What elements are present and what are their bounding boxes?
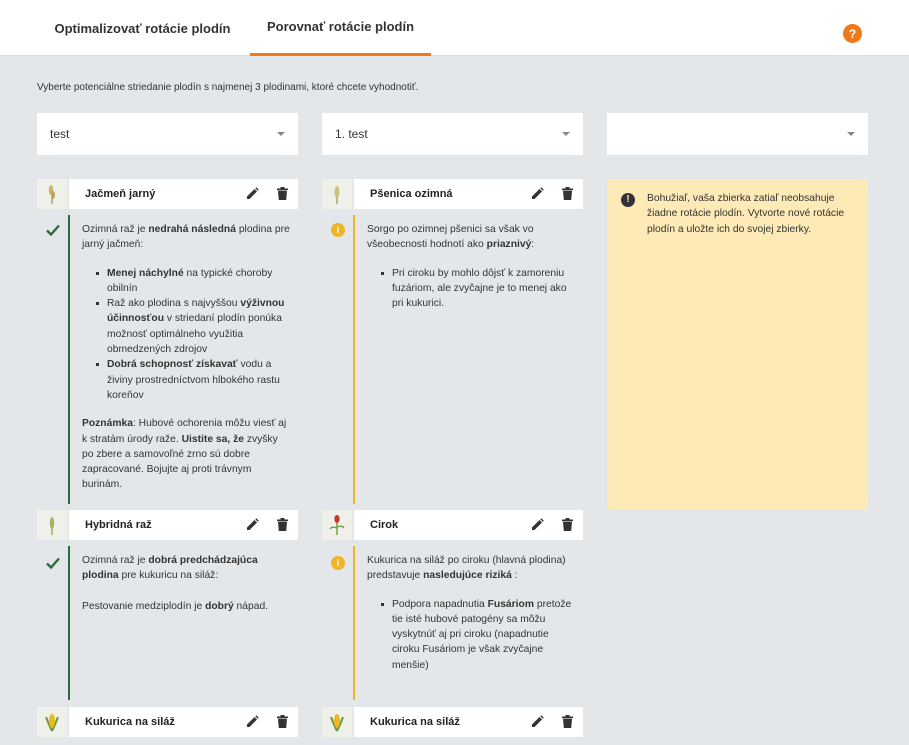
instruction-text: Vyberte potenciálne striedanie plodín s najmenej 3 plodinami, ktoré chcete vyhodnotiť. xyxy=(37,82,419,93)
risks-list xyxy=(381,266,577,312)
chevron-down-icon xyxy=(277,132,285,136)
crop-name: Hybridná raž xyxy=(85,519,152,531)
trash-icon[interactable] xyxy=(560,714,575,729)
trash-icon[interactable] xyxy=(560,186,575,201)
crop-row-rye xyxy=(37,510,298,540)
warning-icon: i xyxy=(331,223,345,237)
checkmark-icon xyxy=(46,556,60,570)
detail-text: Ozimná raž je nedrahá následná plodina pre jarný jačmeň: xyxy=(82,224,290,251)
crop-name: Jačmeň jarný xyxy=(85,188,156,200)
crop-row-barley xyxy=(37,179,298,209)
alert-icon: ! xyxy=(621,193,635,207)
edit-icon[interactable] xyxy=(530,517,545,532)
crop-header xyxy=(354,707,583,737)
trash-icon[interactable] xyxy=(275,714,290,729)
tab-optimize[interactable]: Optimalizovať rotácie plodín xyxy=(54,20,231,36)
chevron-down-icon xyxy=(562,132,570,136)
edit-icon[interactable] xyxy=(530,714,545,729)
rotation-detail-3 xyxy=(353,215,583,504)
crop-row-sorghum xyxy=(322,510,583,540)
crop-row-wheat xyxy=(322,179,583,209)
edit-icon[interactable] xyxy=(245,714,260,729)
select-value: test xyxy=(50,127,70,141)
list-item: Podpora napadnutia Fusáriom pretože tie isté hubové patogény sa môžu vyskytnúť aj pri ciroku (napadnutie ciroku Fusáriom je však zvyčajne menšie) xyxy=(381,597,577,673)
detail-text: Ozimná raž je dobrá predchádzajúca plodina pre kukuricu na siláž: xyxy=(82,555,258,582)
benefits-list xyxy=(96,266,292,404)
edit-icon[interactable] xyxy=(530,186,545,201)
crop-row-corn xyxy=(37,707,298,737)
warning-icon: i xyxy=(331,556,345,570)
wheat-icon xyxy=(322,179,352,209)
edit-icon[interactable] xyxy=(245,186,260,201)
crop-header xyxy=(354,179,583,209)
list-item: Raž ako plodina s najvyššou výživnou účinnosťou v striedaní plodín ponúka možnosť optimálneho využitia obmedzených zdrojov xyxy=(96,296,292,357)
rotation-select-3[interactable] xyxy=(607,113,868,155)
rye-icon xyxy=(37,510,67,540)
help-icon[interactable]: ? xyxy=(843,24,862,43)
checkmark-icon xyxy=(46,223,60,237)
detail-text: Kukurica na siláž po ciroku (hlavná plodina) predstavuje nasledujúce riziká : xyxy=(367,555,566,582)
rotation-detail-4 xyxy=(353,546,583,700)
chevron-down-icon xyxy=(847,132,855,136)
crop-name: Kukurica na siláž xyxy=(370,716,460,728)
top-bar xyxy=(0,0,909,56)
trash-icon[interactable] xyxy=(275,517,290,532)
trash-icon[interactable] xyxy=(560,517,575,532)
detail-text: Sorgo po ozimnej pšenici sa však vo všeobecnosti hodnotí ako priaznivý: xyxy=(367,224,535,251)
list-item: Pri ciroku by mohlo dôjsť k zamoreniu fuzáriom, ale zvyčajne je to menej ako pri kukurici. xyxy=(381,266,577,312)
trash-icon[interactable] xyxy=(275,186,290,201)
rotation-select-1[interactable] xyxy=(37,113,298,155)
crop-header xyxy=(69,179,298,209)
note-text: Poznámka: Hubové ochorenia môžu viesť aj k stratám úrody raže. Uistite sa, že zvyšky po zbere a samovoľné zrno sú dobre zapracované. Bojujte aj proti trávnym burinám. xyxy=(82,418,287,491)
crop-name: Pšenica ozimná xyxy=(370,188,453,200)
notice-text: Bohužiaľ, vaša zbierka zatiaľ neobsahuje žiadne rotácie plodín. Vytvorte nové rotácie plodín a uložte ich do svojej zbierky. xyxy=(647,193,845,235)
crop-name: Kukurica na siláž xyxy=(85,716,175,728)
crop-header xyxy=(354,510,583,540)
rotation-detail-2 xyxy=(68,546,298,700)
list-item: Dobrá schopnosť získavať vodu a živiny prostredníctvom hlbokého rastu koreňov xyxy=(96,357,292,403)
crop-row-corn xyxy=(322,707,583,737)
crop-name: Cirok xyxy=(370,519,399,531)
risks-list xyxy=(381,597,577,673)
barley-icon xyxy=(37,179,67,209)
tab-compare[interactable]: Porovnať rotácie plodín xyxy=(250,0,431,56)
crop-header xyxy=(69,510,298,540)
rotation-detail-1 xyxy=(68,215,298,504)
empty-collection-notice xyxy=(607,179,868,509)
detail-text: Pestovanie medziplodín je dobrý nápad. xyxy=(82,600,269,612)
select-value: 1. test xyxy=(335,127,368,141)
list-item: Menej náchylné na typické choroby obilnín xyxy=(96,266,292,297)
edit-icon[interactable] xyxy=(245,517,260,532)
corn-icon xyxy=(322,707,352,737)
rotation-select-2[interactable] xyxy=(322,113,583,155)
sorghum-icon xyxy=(322,510,352,540)
corn-icon xyxy=(37,707,67,737)
crop-header xyxy=(69,707,298,737)
